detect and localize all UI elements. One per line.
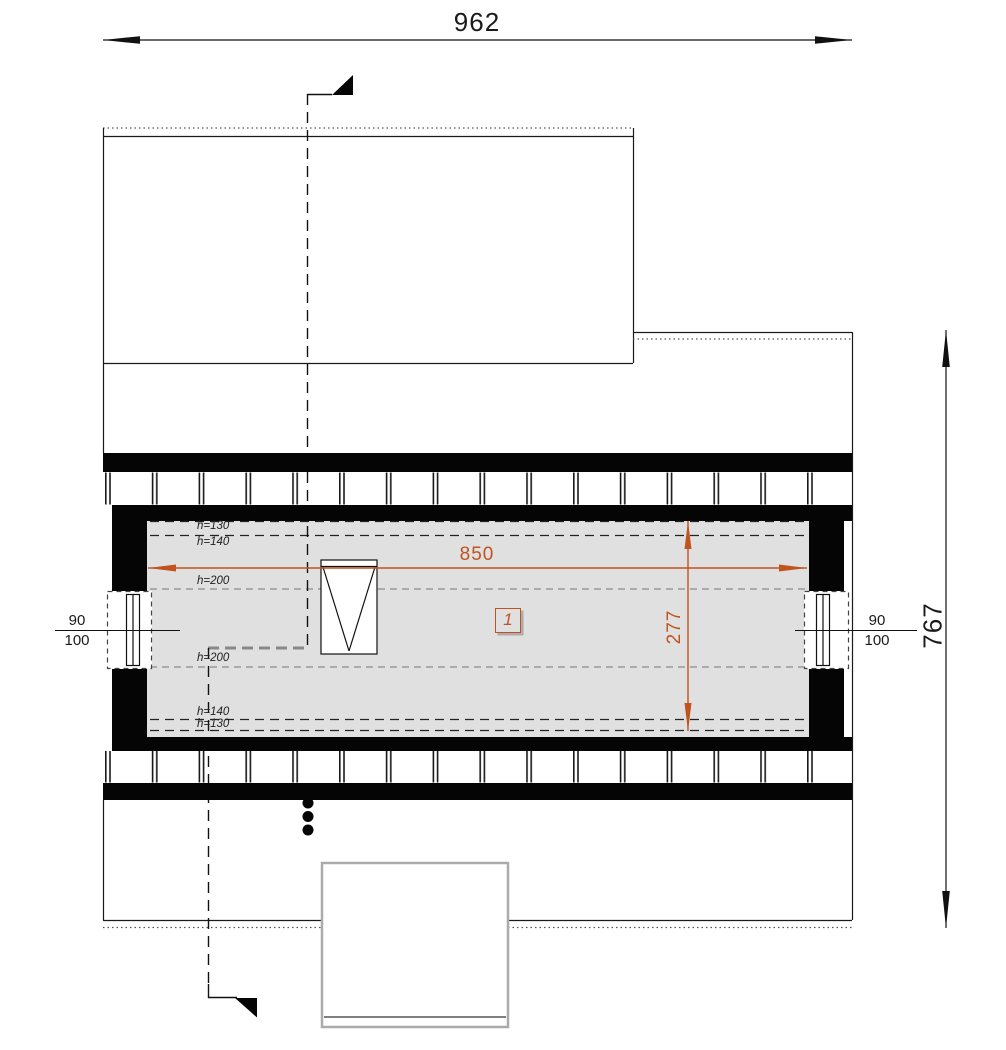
height-line-label-h130-bottom: h=130 xyxy=(197,718,230,730)
height-line-label-h200-bottom: h=200 xyxy=(197,652,230,664)
bottom-dormer xyxy=(322,863,508,1027)
room-width-dimension: 850 xyxy=(459,544,495,565)
room-depth-dimension: 277 xyxy=(664,609,685,645)
skylight xyxy=(321,560,377,654)
room-number-tag: 1 xyxy=(495,608,521,633)
rafter-hatch-bottom xyxy=(103,751,852,783)
overall-height-dimension: 767 xyxy=(917,602,948,649)
right-window-width-dimension: 90 xyxy=(868,612,886,629)
height-line-label-h200-top: h=200 xyxy=(197,575,230,587)
chimney-vent-dots xyxy=(303,798,314,836)
height-line-label-h140-bottom: h=140 xyxy=(197,706,230,718)
left-window-height-dimension: 100 xyxy=(64,632,90,649)
height-line-label-h130-top: h=130 xyxy=(197,520,230,532)
overall-width-dimension: 962 xyxy=(453,7,501,37)
right-window xyxy=(795,591,917,669)
section-flag-top xyxy=(332,75,353,95)
rafter-hatch-top xyxy=(103,473,852,505)
left-window-width-dimension: 90 xyxy=(68,612,86,629)
height-line-label-h140-top: h=140 xyxy=(197,536,230,548)
section-flag-bottom xyxy=(235,998,257,1018)
right-window-height-dimension: 100 xyxy=(864,632,890,649)
